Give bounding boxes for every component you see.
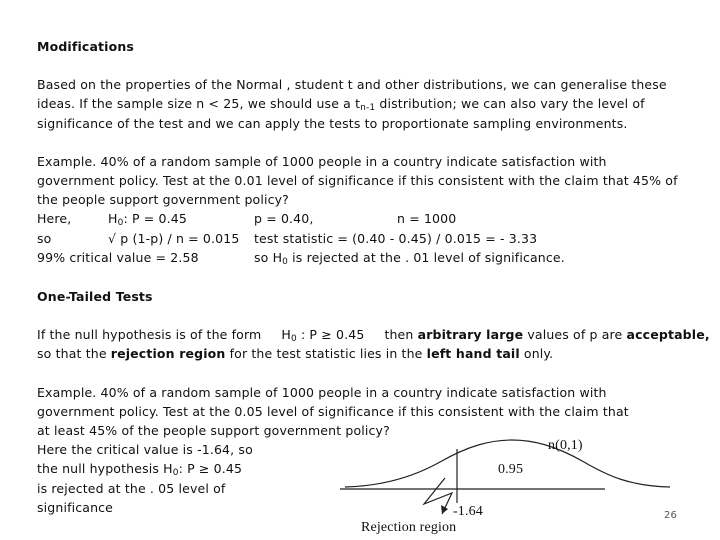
one-tailed-heading: One-Tailed Tests (37, 289, 153, 304)
sample-proportion: p = 0.40, (254, 211, 314, 226)
here-label: Here, (37, 211, 72, 226)
critical-value-label: -1.64 (453, 504, 483, 519)
intro-line-1: Based on the properties of the Normal , student t and other distributions, we can generalise these (37, 77, 667, 92)
one-tailed-line-2: so that the rejection region for the test statistic lies in the left hand tail only. (37, 346, 554, 361)
page-number: 26 (664, 510, 678, 521)
example2-line-6: is rejected at the . 05 level of (37, 481, 226, 496)
test-statistic: test statistic = (0.40 - 0.45) / 0.015 = - 3.33 (254, 231, 538, 246)
rejection-pointer-arrowhead (441, 505, 448, 514)
example2-line-4: Here the critical value is -1.64, so (37, 442, 253, 457)
intro-line-2: ideas. If the sample size n < 25, we should use a $t_{n-1}$ distribution; we can also vary the level of (37, 96, 645, 113)
example1-line-2: government policy. Test at the 0.01 level of significance if this consistent with the claim that 45% of (37, 173, 678, 188)
critical-value: 99% critical value = 2.58 (37, 250, 199, 265)
example2-line-3: at least 45% of the people support government policy? (37, 423, 390, 438)
so-label: so (37, 231, 52, 246)
rejection-region-label: Rejection region (361, 520, 457, 535)
intro-line-3: significance of the test and we can apply the tests to proportionate sampling environments. (37, 116, 628, 131)
standard-error: √ p (1-p) / n = 0.015 (108, 231, 240, 246)
null-hypothesis: $H_0$: P = 0.45 (108, 211, 187, 228)
conclusion: so $H_0$ is rejected at the . 01 level of significance. (254, 250, 565, 267)
area-label: 0.95 (498, 462, 524, 477)
slide-heading: Modifications (37, 39, 134, 54)
one-tailed-line-1: If the null hypothesis is of the form $H_0$ : P ≥ 0.45 then arbitrary large values of p are acceptable, (37, 327, 710, 344)
example2-line-7: significance (37, 500, 114, 515)
example1-line-3: the people support government policy? (37, 192, 289, 207)
example2-line-1: Example. 40% of a random sample of 1000 people in a country indicate satisfaction with (37, 385, 607, 400)
sample-size: n = 1000 (397, 211, 457, 226)
example2-line-2: government policy. Test at the 0.05 level of significance if this consistent with the claim that (37, 404, 629, 419)
example2-line-5: the null hypothesis $H_0$: P ≥ 0.45 (37, 461, 243, 478)
rejection-pointer-arrow (424, 478, 452, 514)
example1-line-1: Example. 40% of a random sample of 1000 people in a country indicate satisfaction with (37, 154, 607, 169)
distribution-label: n(0,1) (548, 438, 583, 453)
